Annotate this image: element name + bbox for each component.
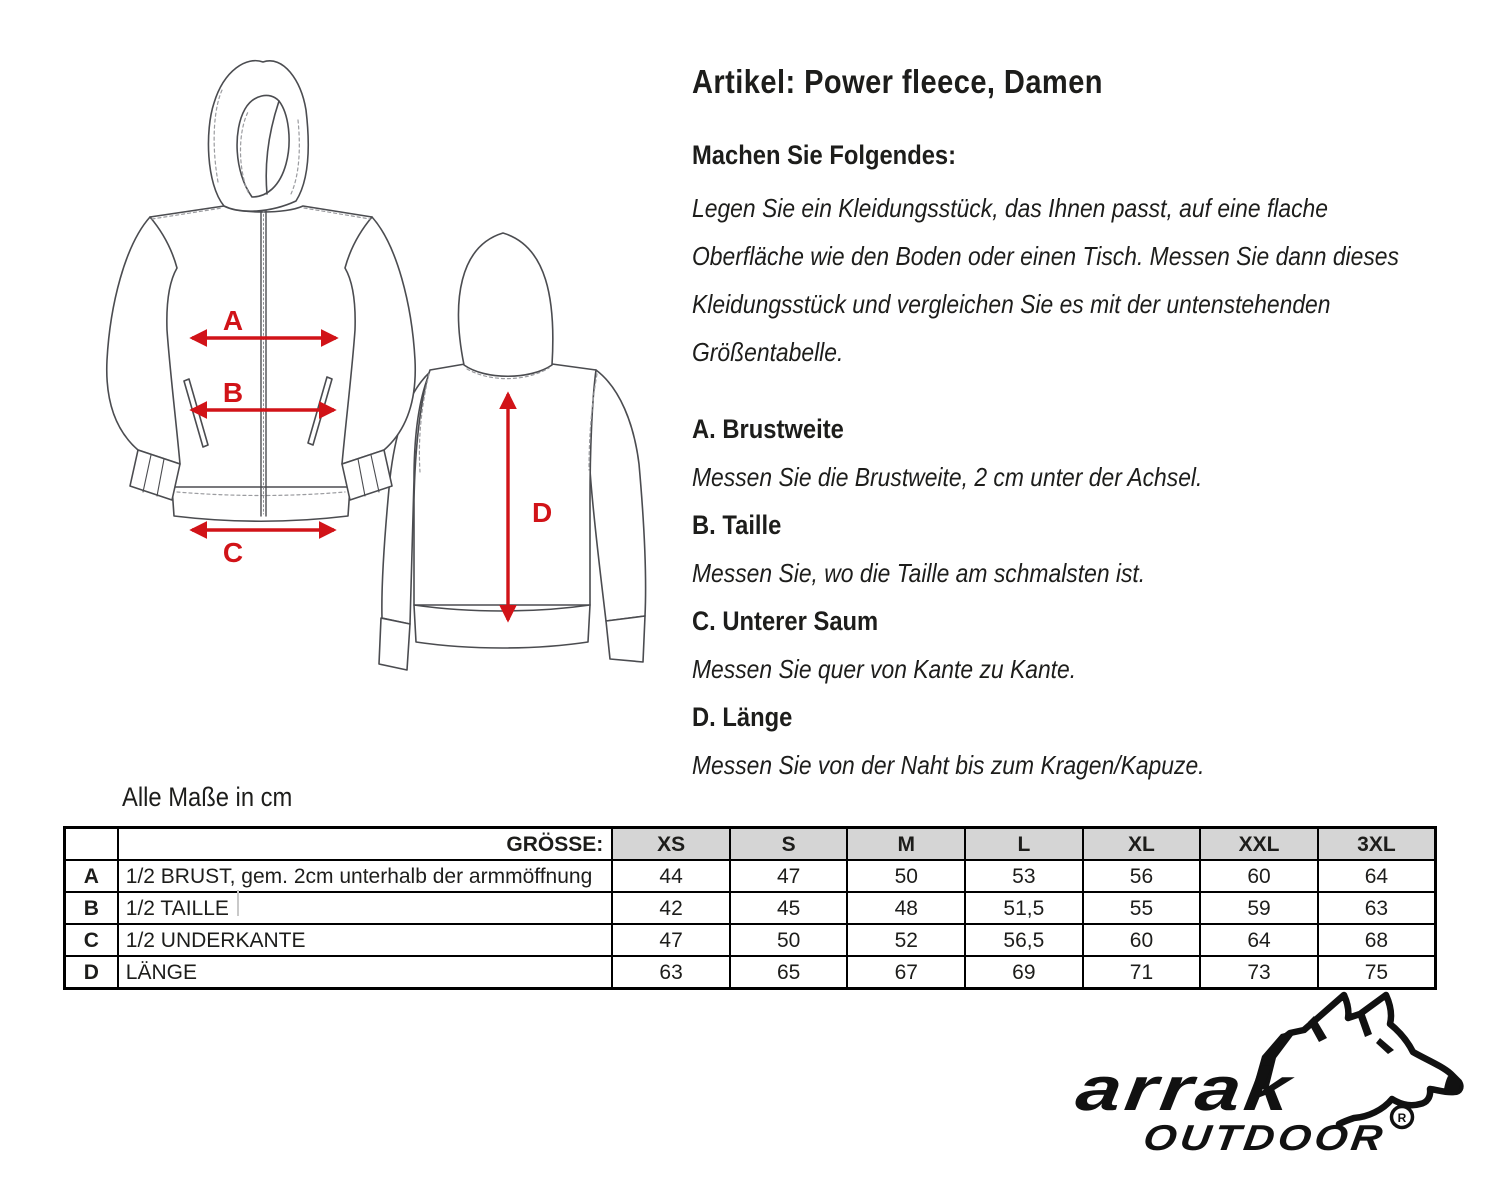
- value-cell: 73: [1200, 956, 1318, 989]
- value-cell: 63: [612, 956, 730, 989]
- instructions-line: Legen Sie ein Kleidungsstück, das Ihnen passt, auf eine flache: [692, 193, 1328, 223]
- groesse-label-cell: GRÖSSE:: [118, 828, 613, 861]
- measure-desc-c: Messen Sie quer von Kante zu Kante.: [692, 654, 1077, 684]
- svg-text:R: R: [1397, 1111, 1407, 1125]
- scan-artifact-line: [237, 890, 239, 916]
- garment-measurement-diagram: [60, 40, 710, 770]
- row-label: 1/2 TAILLE: [118, 892, 613, 924]
- value-cell: 48: [847, 892, 965, 924]
- value-cell: 51,5: [965, 892, 1083, 924]
- value-cell: 60: [1200, 860, 1318, 892]
- size-table-header-row: [65, 828, 1436, 861]
- value-cell: 52: [847, 924, 965, 956]
- size-header-xxl: XXL: [1200, 828, 1318, 861]
- value-cell: 63: [1318, 892, 1436, 924]
- value-cell: 56: [1083, 860, 1201, 892]
- measure-heading-c: C. Unterer Saum: [692, 606, 879, 636]
- value-cell: 55: [1083, 892, 1201, 924]
- value-cell: 47: [730, 860, 848, 892]
- size-header-xl: XL: [1083, 828, 1201, 861]
- value-cell: 50: [847, 860, 965, 892]
- logo-subtitle-text: OUTDOOR: [1140, 1118, 1389, 1159]
- table-note: Alle Maße in cm: [122, 782, 293, 812]
- value-cell: 65: [730, 956, 848, 989]
- corner-cell: [65, 828, 118, 861]
- value-cell: 64: [1318, 860, 1436, 892]
- measure-desc-a: Messen Sie die Brustweite, 2 cm unter der Achsel.: [692, 462, 1203, 492]
- hoodie-front-view: [107, 61, 415, 522]
- value-cell: 67: [847, 956, 965, 989]
- arrak-outdoor-logo: [1050, 990, 1500, 1190]
- table-row-b: [65, 892, 1436, 924]
- size-header-l: L: [965, 828, 1083, 861]
- value-cell: 47: [612, 924, 730, 956]
- table-row-d: [65, 956, 1436, 989]
- value-cell: 64: [1200, 924, 1318, 956]
- measure-heading-a: A. Brustweite: [692, 414, 844, 444]
- value-cell: 53: [965, 860, 1083, 892]
- size-header-s: S: [730, 828, 848, 861]
- value-cell: 68: [1318, 924, 1436, 956]
- row-letter: C: [65, 924, 118, 956]
- measure-desc-d: Messen Sie von der Naht bis zum Kragen/Kapuze.: [692, 750, 1205, 780]
- table-row-c: [65, 924, 1436, 956]
- value-cell: 60: [1083, 924, 1201, 956]
- value-cell: 69: [965, 956, 1083, 989]
- table-row-a: [65, 860, 1436, 892]
- row-letter: D: [65, 956, 118, 989]
- instructions-paragraph: [692, 184, 1495, 376]
- size-header-m: M: [847, 828, 965, 861]
- measure-heading-d: D. Länge: [692, 702, 793, 732]
- measure-definitions: [692, 405, 1274, 789]
- value-cell: 42: [612, 892, 730, 924]
- row-label: 1/2 BRUST, gem. 2cm unterhalb der armmöffnung: [118, 860, 613, 892]
- instructions-line: Größentabelle.: [692, 337, 844, 367]
- instructions-heading: Machen Sie Folgendes:: [692, 140, 957, 170]
- arrow-label-D: D: [532, 497, 553, 528]
- arrow-label-B: B: [222, 377, 244, 408]
- row-letter: A: [65, 860, 118, 892]
- measure-heading-b: B. Taille: [692, 510, 782, 540]
- value-cell: 56,5: [965, 924, 1083, 956]
- size-table: [63, 826, 1437, 990]
- page-title: Artikel: Power fleece, Damen: [692, 63, 1103, 100]
- size-header-3xl: 3XL: [1318, 828, 1436, 861]
- arrow-label-A: A: [222, 305, 244, 336]
- instructions-line: Oberfläche wie den Boden oder einen Tisch. Messen Sie dann dieses: [692, 241, 1399, 271]
- row-label: 1/2 UNDERKANTE: [118, 924, 613, 956]
- row-letter: B: [65, 892, 118, 924]
- hoodie-back-view: [379, 233, 646, 670]
- value-cell: 71: [1083, 956, 1201, 989]
- value-cell: 59: [1200, 892, 1318, 924]
- measure-desc-b: Messen Sie, wo die Taille am schmalsten ist.: [692, 558, 1146, 588]
- value-cell: 50: [730, 924, 848, 956]
- registered-trademark-icon: [1392, 1107, 1413, 1128]
- row-label: LÄNGE: [118, 956, 613, 989]
- value-cell: 75: [1318, 956, 1436, 989]
- value-cell: 44: [612, 860, 730, 892]
- value-cell: 45: [730, 892, 848, 924]
- instructions-line: Kleidungsstück und vergleichen Sie es mit der untenstehenden: [692, 289, 1331, 319]
- logo-brand-text: arrak: [1072, 1055, 1299, 1124]
- arrow-label-C: C: [222, 537, 244, 568]
- size-header-xs: XS: [612, 828, 730, 861]
